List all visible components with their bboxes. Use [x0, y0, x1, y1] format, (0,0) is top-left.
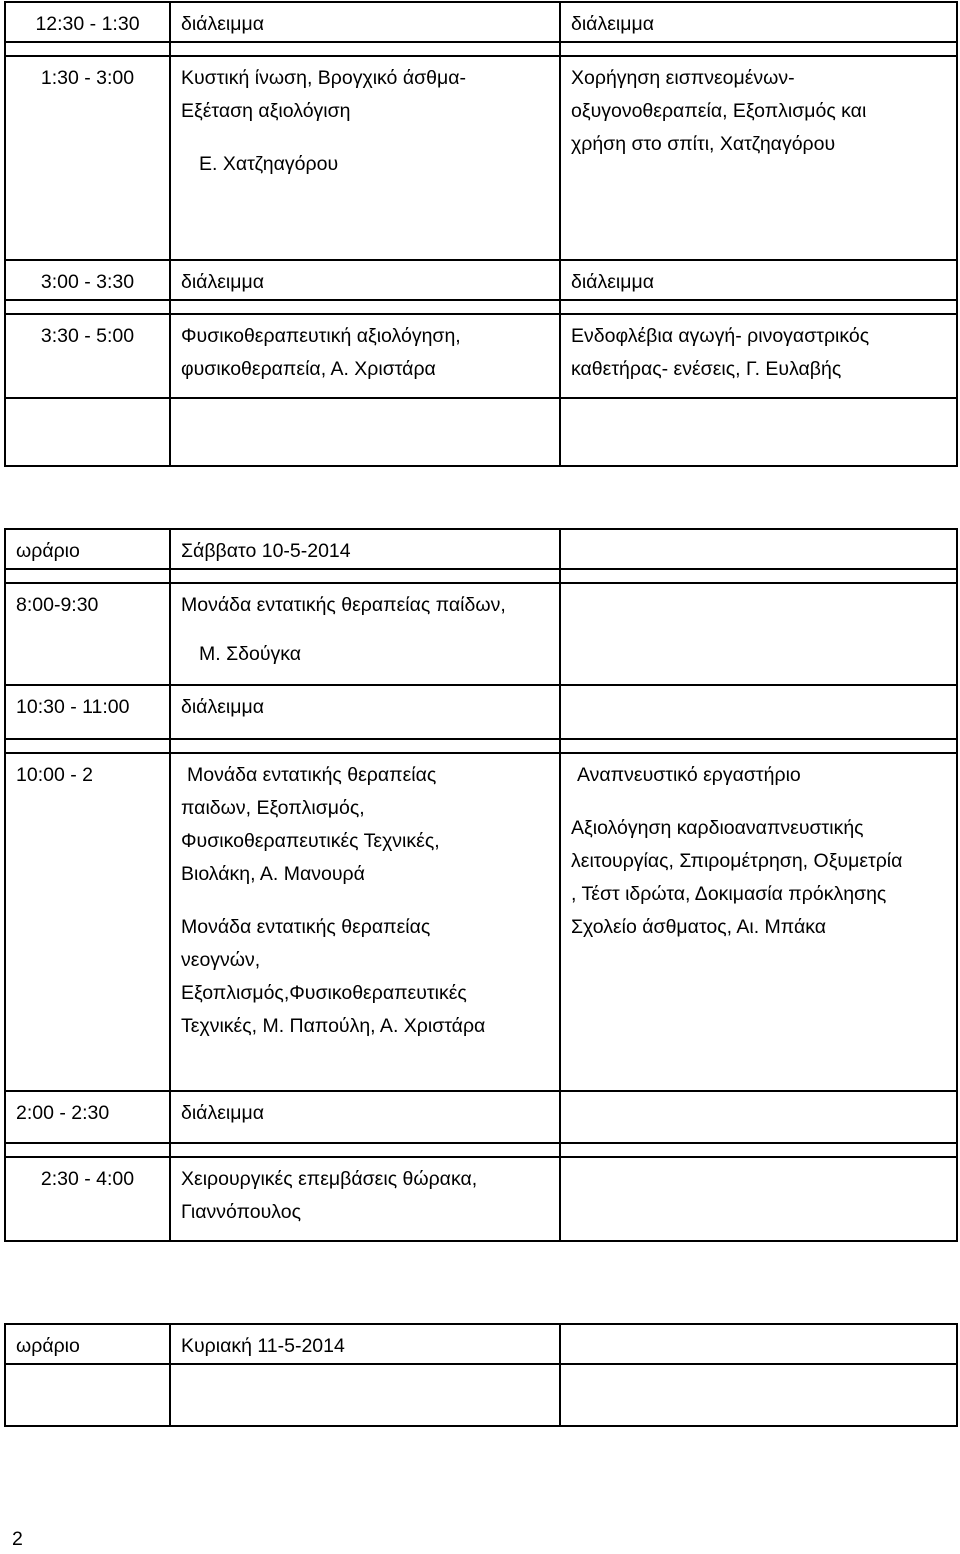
session-line: Σχολείο άσθματος, Αι. Μπάκα: [571, 916, 827, 938]
session-line: Αξιολόγηση καρδιοαναπνευστικής: [571, 817, 864, 839]
time-cell: [5, 1364, 170, 1426]
spacer-row: [5, 42, 957, 56]
session-line: διάλειμμα: [181, 13, 264, 35]
session-line: Μονάδα εντατικής θεραπείας: [181, 916, 431, 938]
table-row: [5, 583, 957, 685]
schedule-table-friday-afternoon: [4, 1, 958, 467]
schedule-table-sunday: [4, 1323, 958, 1427]
session-line: Φυσικοθεραπευτική αξιολόγηση,: [181, 325, 461, 347]
spacer-row: [5, 739, 957, 753]
table-row: [5, 753, 957, 1091]
session-line: καθετήρας- ενέσεις, Γ. Ευλαβής: [571, 358, 842, 380]
session-line: Γιαννόπουλος: [181, 1201, 301, 1223]
session-cell: [170, 398, 560, 466]
table-row: [5, 56, 957, 260]
session-cell: [560, 398, 957, 466]
time-cell: 3:00 - 3:30: [5, 260, 170, 300]
time-header: ωράριο: [5, 1324, 170, 1364]
session-cell: [170, 56, 560, 260]
session-cell: [560, 685, 957, 739]
empty-header: [560, 1324, 957, 1364]
table-row: [5, 1157, 957, 1241]
time-cell: 3:30 - 5:00: [5, 314, 170, 398]
day-header: Σάββατο 10-5-2014: [170, 529, 560, 569]
session-cell: [560, 2, 957, 42]
session-cell: [170, 1157, 560, 1241]
session-cell: [170, 685, 560, 739]
session-line: Χορήγηση εισπνεομένων-: [571, 67, 795, 89]
session-line: Βιολάκη, Α. Μανουρά: [181, 863, 365, 885]
session-line: Μονάδα εντατικής θεραπείας παίδων,: [181, 594, 506, 616]
time-cell: [5, 398, 170, 466]
session-line: χρήση στο σπίτι, Χατζηαγόρου: [571, 133, 836, 155]
session-line: Τεχνικές, Μ. Παπούλη, Α. Χριστάρα: [181, 1015, 486, 1037]
session-line: οξυγονοθεραπεία, Εξοπλισμός και: [571, 100, 867, 122]
spacer-row: [5, 569, 957, 583]
session-cell: [560, 260, 957, 300]
table-row: [5, 260, 957, 300]
session-cell: [170, 314, 560, 398]
session-line: διάλειμμα: [571, 13, 654, 35]
time-cell: 2:00 - 2:30: [5, 1091, 170, 1143]
session-cell: [170, 1364, 560, 1426]
session-line: Φυσικοθεραπευτικές Τεχνικές,: [181, 830, 440, 852]
table-row: [5, 1091, 957, 1143]
session-line: Μονάδα εντατικής θεραπείας: [187, 764, 437, 786]
session-cell: [560, 56, 957, 260]
schedule-table-saturday: [4, 528, 958, 1242]
header-row: [5, 1324, 957, 1364]
time-header: ωράριο: [5, 529, 170, 569]
session-line: Χειρουργικές επεμβάσεις θώρακα,: [181, 1168, 478, 1190]
session-cell: [560, 1364, 957, 1426]
session-line: νεογνών,: [181, 949, 261, 971]
session-cell: [170, 1091, 560, 1143]
session-cell: [560, 1157, 957, 1241]
time-cell: 12:30 - 1:30: [5, 2, 170, 42]
page-number: 2: [12, 1528, 23, 1550]
empty-row: [5, 398, 957, 466]
session-line: φυσικοθεραπεία, Α. Χριστάρα: [181, 358, 436, 380]
time-cell: 1:30 - 3:00: [5, 56, 170, 260]
session-cell: [170, 583, 560, 685]
session-cell: [560, 1091, 957, 1143]
session-line: Αναπνευστικό εργαστήριο: [577, 764, 801, 786]
session-cell: [560, 583, 957, 685]
session-line: διάλειμμα: [571, 271, 654, 293]
time-cell: 8:00-9:30: [5, 583, 170, 685]
session-line: παιδων, Εξοπλισμός,: [181, 797, 365, 819]
session-cell: [170, 753, 560, 1091]
session-line: Εξοπλισμός,Φυσικοθεραπευτικές: [181, 982, 467, 1004]
time-cell: 2:30 - 4:00: [5, 1157, 170, 1241]
session-line: διάλειμμα: [181, 696, 264, 718]
spacer-row: [5, 300, 957, 314]
session-cell: [170, 260, 560, 300]
session-line: διάλειμμα: [181, 271, 264, 293]
speaker-line: Μ. Σδούγκα: [199, 643, 302, 665]
empty-row: [5, 1364, 957, 1426]
session-line: Ενδοφλέβια αγωγή- ρινογαστρικός: [571, 325, 870, 347]
session-line: Εξέταση αξιολόγιση: [181, 100, 351, 122]
header-row: [5, 529, 957, 569]
session-cell: [560, 314, 957, 398]
session-line: Κυστική ίνωση, Βρογχικό άσθμα-: [181, 67, 466, 89]
session-line: λειτουργίας, Σπιρομέτρηση, Οξυμετρία: [571, 850, 903, 872]
session-line: , Τέστ ιδρώτα, Δοκιμασία πρόκλησης: [571, 883, 887, 905]
time-cell: 10:30 - 11:00: [5, 685, 170, 739]
speaker-line: Ε. Χατζηαγόρου: [199, 153, 339, 175]
table-row: [5, 685, 957, 739]
table-row: [5, 314, 957, 398]
session-cell: [560, 753, 957, 1091]
session-line: διάλειμμα: [181, 1102, 264, 1124]
table-row: [5, 2, 957, 42]
spacer-row: [5, 1143, 957, 1157]
empty-header: [560, 529, 957, 569]
time-cell: 10:00 - 2: [5, 753, 170, 1091]
day-header: Κυριακή 11-5-2014: [170, 1324, 560, 1364]
session-cell: [170, 2, 560, 42]
